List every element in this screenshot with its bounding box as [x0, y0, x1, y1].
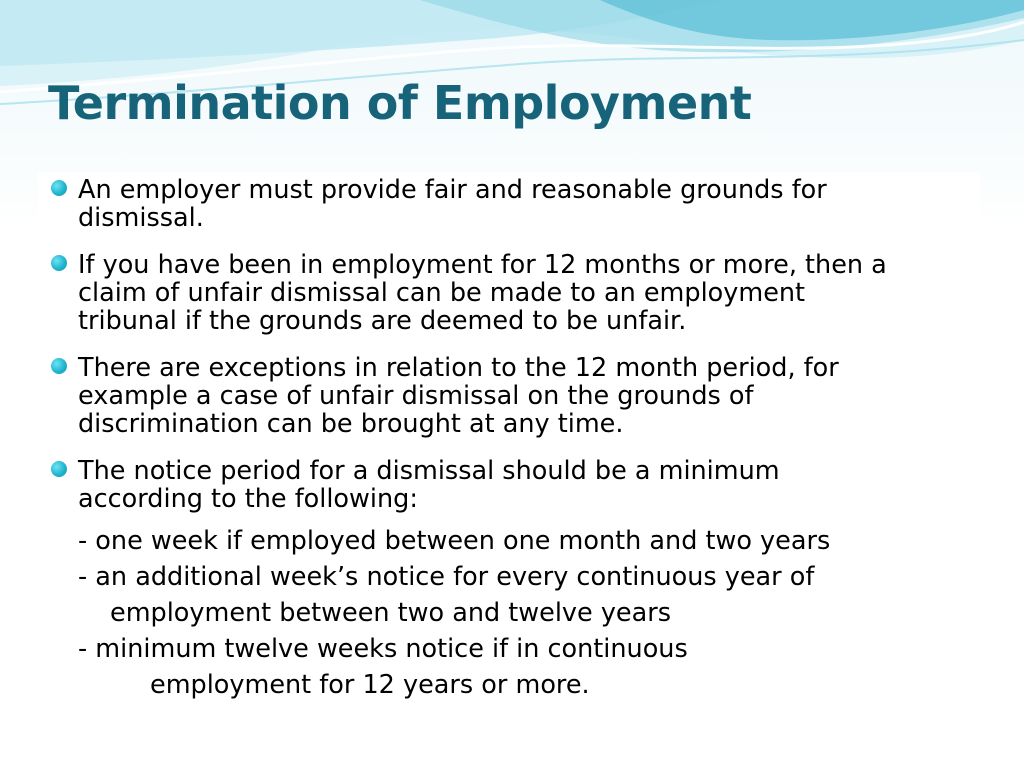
sub-item: - minimum twelve weeks notice if in continuous [78, 634, 688, 664]
bullet-text: The notice period for a dismissal should be a minimum according to the following: [78, 456, 780, 514]
bullet-item [48, 176, 998, 232]
bullet-item [48, 251, 998, 335]
sub-item-continuation: employment between two and twelve years [110, 598, 671, 628]
sub-item: - one week if employed between one month and two years [78, 526, 831, 556]
bullet-text: An employer must provide fair and reasonable grounds for dismissal. [78, 175, 827, 233]
teal-circle-bullet-icon [51, 358, 67, 374]
bullet-list [48, 176, 998, 722]
teal-circle-bullet-icon [51, 461, 67, 477]
notice-period-list [78, 523, 998, 703]
bullet-text: There are exceptions in relation to the 12 month period, for example a case of unfair dismissal on the grounds of discrimination can be brought at any time. [78, 353, 839, 439]
bullet-item [48, 457, 998, 703]
sub-item-continuation: employment for 12 years or more. [150, 670, 590, 700]
bullet-text: If you have been in employment for 12 months or more, then a claim of unfair dismissal can be made to an employment tribunal if the grounds are deemed to be unfair. [78, 250, 887, 336]
slide-title: Termination of Employment [48, 76, 752, 130]
sub-item: - an additional week’s notice for every continuous year of [78, 562, 815, 592]
bullet-item [48, 354, 998, 438]
teal-circle-bullet-icon [51, 180, 67, 196]
teal-circle-bullet-icon [51, 255, 67, 271]
